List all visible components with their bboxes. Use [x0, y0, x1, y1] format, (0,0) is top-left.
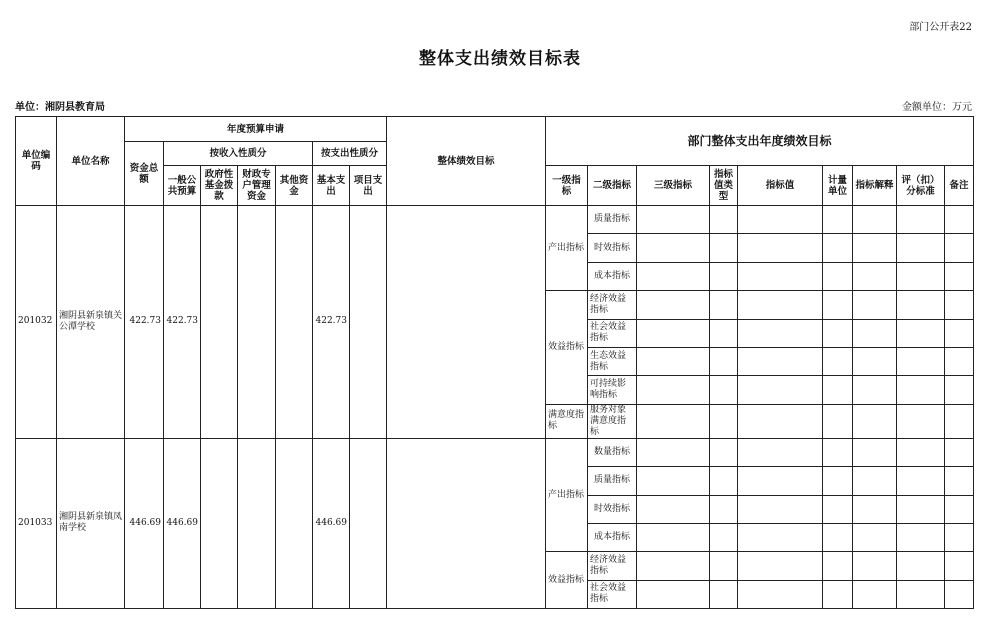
remarks-cell — [945, 319, 974, 347]
value-cell — [738, 552, 823, 580]
level3-cell — [637, 438, 710, 466]
level3-cell — [637, 523, 710, 551]
measure-unit-cell — [823, 206, 853, 234]
remarks-cell — [945, 291, 974, 319]
measure-unit-cell — [823, 376, 853, 404]
value-cell — [738, 467, 823, 495]
unit-label: 单位：湘阴县教育局 — [15, 102, 105, 113]
level1-indicator-cell: 产出指标 — [546, 438, 588, 552]
level2-indicator-cell: 社会效益指标 — [588, 580, 637, 608]
performance-table — [15, 116, 974, 609]
explanation-cell — [853, 291, 897, 319]
gov-fund-cell — [201, 438, 238, 608]
value-cell — [738, 262, 823, 290]
level2-indicator-cell: 数量指标 — [588, 438, 637, 466]
level2-indicator-cell: 成本指标 — [588, 523, 637, 551]
value-cell — [738, 404, 823, 438]
level2-indicator-cell: 成本指标 — [588, 262, 637, 290]
scoring-cell — [897, 262, 945, 290]
money-unit-label: 金额单位：万元 — [902, 102, 972, 113]
gov-fund-cell — [201, 206, 238, 439]
measure-unit-cell — [823, 234, 853, 262]
value-type-cell — [710, 206, 738, 234]
value-type-cell — [710, 495, 738, 523]
level3-cell — [637, 319, 710, 347]
remarks-cell — [945, 580, 974, 608]
level2-indicator-cell: 生态效益指标 — [588, 347, 637, 375]
value-cell — [738, 319, 823, 347]
explanation-cell — [853, 552, 897, 580]
header-value-type: 指标值类型 — [710, 166, 738, 206]
value-type-cell — [710, 376, 738, 404]
level1-indicator-cell: 产出指标 — [546, 206, 588, 291]
header-general-budget: 一般公共预算 — [164, 166, 201, 206]
measure-unit-cell — [823, 523, 853, 551]
measure-unit-cell — [823, 347, 853, 375]
header-gov-fund: 政府性基金拨款 — [201, 166, 238, 206]
explanation-cell — [853, 376, 897, 404]
overall-goal-cell — [387, 206, 546, 439]
value-cell — [738, 438, 823, 466]
level3-cell — [637, 404, 710, 438]
other-fund-cell — [276, 438, 313, 608]
scoring-cell — [897, 467, 945, 495]
value-type-cell — [710, 552, 738, 580]
remarks-cell — [945, 523, 974, 551]
scoring-cell — [897, 376, 945, 404]
explanation-cell — [853, 523, 897, 551]
scoring-cell — [897, 347, 945, 375]
value-cell — [738, 206, 823, 234]
remarks-cell — [945, 495, 974, 523]
basic-exp-cell: 422.73 — [313, 206, 350, 439]
measure-unit-cell — [823, 291, 853, 319]
measure-unit-cell — [823, 467, 853, 495]
level1-indicator-cell: 效益指标 — [546, 291, 588, 405]
header-level3: 三级指标 — [637, 166, 710, 206]
level2-indicator-cell: 经济效益指标 — [588, 552, 637, 580]
explanation-cell — [853, 580, 897, 608]
value-cell — [738, 495, 823, 523]
header-by-expenditure: 按支出性质分 — [313, 142, 387, 166]
level2-indicator-cell: 经济效益指标 — [588, 291, 637, 319]
remarks-cell — [945, 206, 974, 234]
scoring-cell — [897, 206, 945, 234]
header-level1: 一级指标 — [546, 166, 588, 206]
scoring-cell — [897, 438, 945, 466]
scoring-cell — [897, 319, 945, 347]
total-funds-cell: 422.73 — [125, 206, 164, 439]
remarks-cell — [945, 467, 974, 495]
level3-cell — [637, 467, 710, 495]
unit-name-cell: 湘阴县新泉镇关公潭学校 — [57, 206, 125, 439]
level1-indicator-cell: 满意度指标 — [546, 404, 588, 438]
header-unit-name: 单位名称 — [57, 117, 125, 206]
explanation-cell — [853, 404, 897, 438]
remarks-cell — [945, 438, 974, 466]
explanation-cell — [853, 262, 897, 290]
level2-indicator-cell: 可持续影响指标 — [588, 376, 637, 404]
value-type-cell — [710, 234, 738, 262]
special-fund-cell — [238, 438, 276, 608]
level3-cell — [637, 347, 710, 375]
explanation-cell — [853, 467, 897, 495]
value-type-cell — [710, 438, 738, 466]
header-total-funds: 资金总额 — [125, 142, 164, 206]
general-budget-cell: 422.73 — [164, 206, 201, 439]
value-type-cell — [710, 262, 738, 290]
level3-cell — [637, 580, 710, 608]
value-cell — [738, 580, 823, 608]
value-cell — [738, 347, 823, 375]
explanation-cell — [853, 319, 897, 347]
value-cell — [738, 523, 823, 551]
level3-cell — [637, 291, 710, 319]
unit-name-cell: 湘阴县新泉镇凤南学校 — [57, 438, 125, 608]
header-scoring: 评（扣）分标准 — [897, 166, 945, 206]
measure-unit-cell — [823, 404, 853, 438]
value-cell — [738, 234, 823, 262]
value-type-cell — [710, 319, 738, 347]
header-dept-goal: 部门整体支出年度绩效目标 — [546, 117, 974, 166]
header-remarks: 备注 — [945, 166, 974, 206]
scoring-cell — [897, 495, 945, 523]
level3-cell — [637, 495, 710, 523]
explanation-cell — [853, 495, 897, 523]
remarks-cell — [945, 376, 974, 404]
value-type-cell — [710, 523, 738, 551]
explanation-cell — [853, 234, 897, 262]
header-overall-goal: 整体绩效目标 — [387, 117, 546, 206]
measure-unit-cell — [823, 495, 853, 523]
measure-unit-cell — [823, 552, 853, 580]
table-number-label: 部门公开表22 — [909, 22, 972, 33]
level3-cell — [637, 376, 710, 404]
explanation-cell — [853, 347, 897, 375]
scoring-cell — [897, 523, 945, 551]
overall-goal-cell — [387, 438, 546, 608]
header-annual-budget: 年度预算申请 — [125, 117, 387, 142]
header-value: 指标值 — [738, 166, 823, 206]
header-basic-exp: 基本支出 — [313, 166, 350, 206]
other-fund-cell — [276, 206, 313, 439]
header-other-fund: 其他资金 — [276, 166, 313, 206]
header-unit-code: 单位编码 — [16, 117, 57, 206]
header-level2: 二级指标 — [588, 166, 637, 206]
table-row — [16, 206, 974, 234]
project-exp-cell — [350, 438, 387, 608]
value-cell — [738, 376, 823, 404]
level2-indicator-cell: 服务对象满意度指标 — [588, 404, 637, 438]
value-type-cell — [710, 404, 738, 438]
value-type-cell — [710, 467, 738, 495]
value-type-cell — [710, 580, 738, 608]
general-budget-cell: 446.69 — [164, 438, 201, 608]
scoring-cell — [897, 552, 945, 580]
unit-code-cell: 201032 — [16, 206, 57, 439]
level2-indicator-cell: 社会效益指标 — [588, 319, 637, 347]
basic-exp-cell: 446.69 — [313, 438, 350, 608]
remarks-cell — [945, 262, 974, 290]
page-title: 整体支出绩效目标表 — [419, 49, 581, 69]
scoring-cell — [897, 234, 945, 262]
measure-unit-cell — [823, 438, 853, 466]
remarks-cell — [945, 552, 974, 580]
scoring-cell — [897, 580, 945, 608]
unit-code-cell: 201033 — [16, 438, 57, 608]
value-type-cell — [710, 347, 738, 375]
measure-unit-cell — [823, 262, 853, 290]
remarks-cell — [945, 404, 974, 438]
project-exp-cell — [350, 206, 387, 439]
explanation-cell — [853, 438, 897, 466]
level2-indicator-cell: 时效指标 — [588, 234, 637, 262]
header-measure-unit: 计量单位 — [823, 166, 853, 206]
header-by-income: 按收入性质分 — [164, 142, 313, 166]
header-special-fund: 财政专户管理资金 — [238, 166, 276, 206]
table-row — [16, 438, 974, 466]
header-explanation: 指标解释 — [853, 166, 897, 206]
remarks-cell — [945, 347, 974, 375]
level3-cell — [637, 206, 710, 234]
measure-unit-cell — [823, 319, 853, 347]
special-fund-cell — [238, 206, 276, 439]
total-funds-cell: 446.69 — [125, 438, 164, 608]
header-project-exp: 项目支出 — [350, 166, 387, 206]
level3-cell — [637, 552, 710, 580]
level3-cell — [637, 234, 710, 262]
level1-indicator-cell: 效益指标 — [546, 552, 588, 609]
remarks-cell — [945, 234, 974, 262]
level2-indicator-cell: 时效指标 — [588, 495, 637, 523]
level2-indicator-cell: 质量指标 — [588, 467, 637, 495]
value-type-cell — [710, 291, 738, 319]
scoring-cell — [897, 404, 945, 438]
value-cell — [738, 291, 823, 319]
measure-unit-cell — [823, 580, 853, 608]
scoring-cell — [897, 291, 945, 319]
explanation-cell — [853, 206, 897, 234]
level2-indicator-cell: 质量指标 — [588, 206, 637, 234]
level3-cell — [637, 262, 710, 290]
